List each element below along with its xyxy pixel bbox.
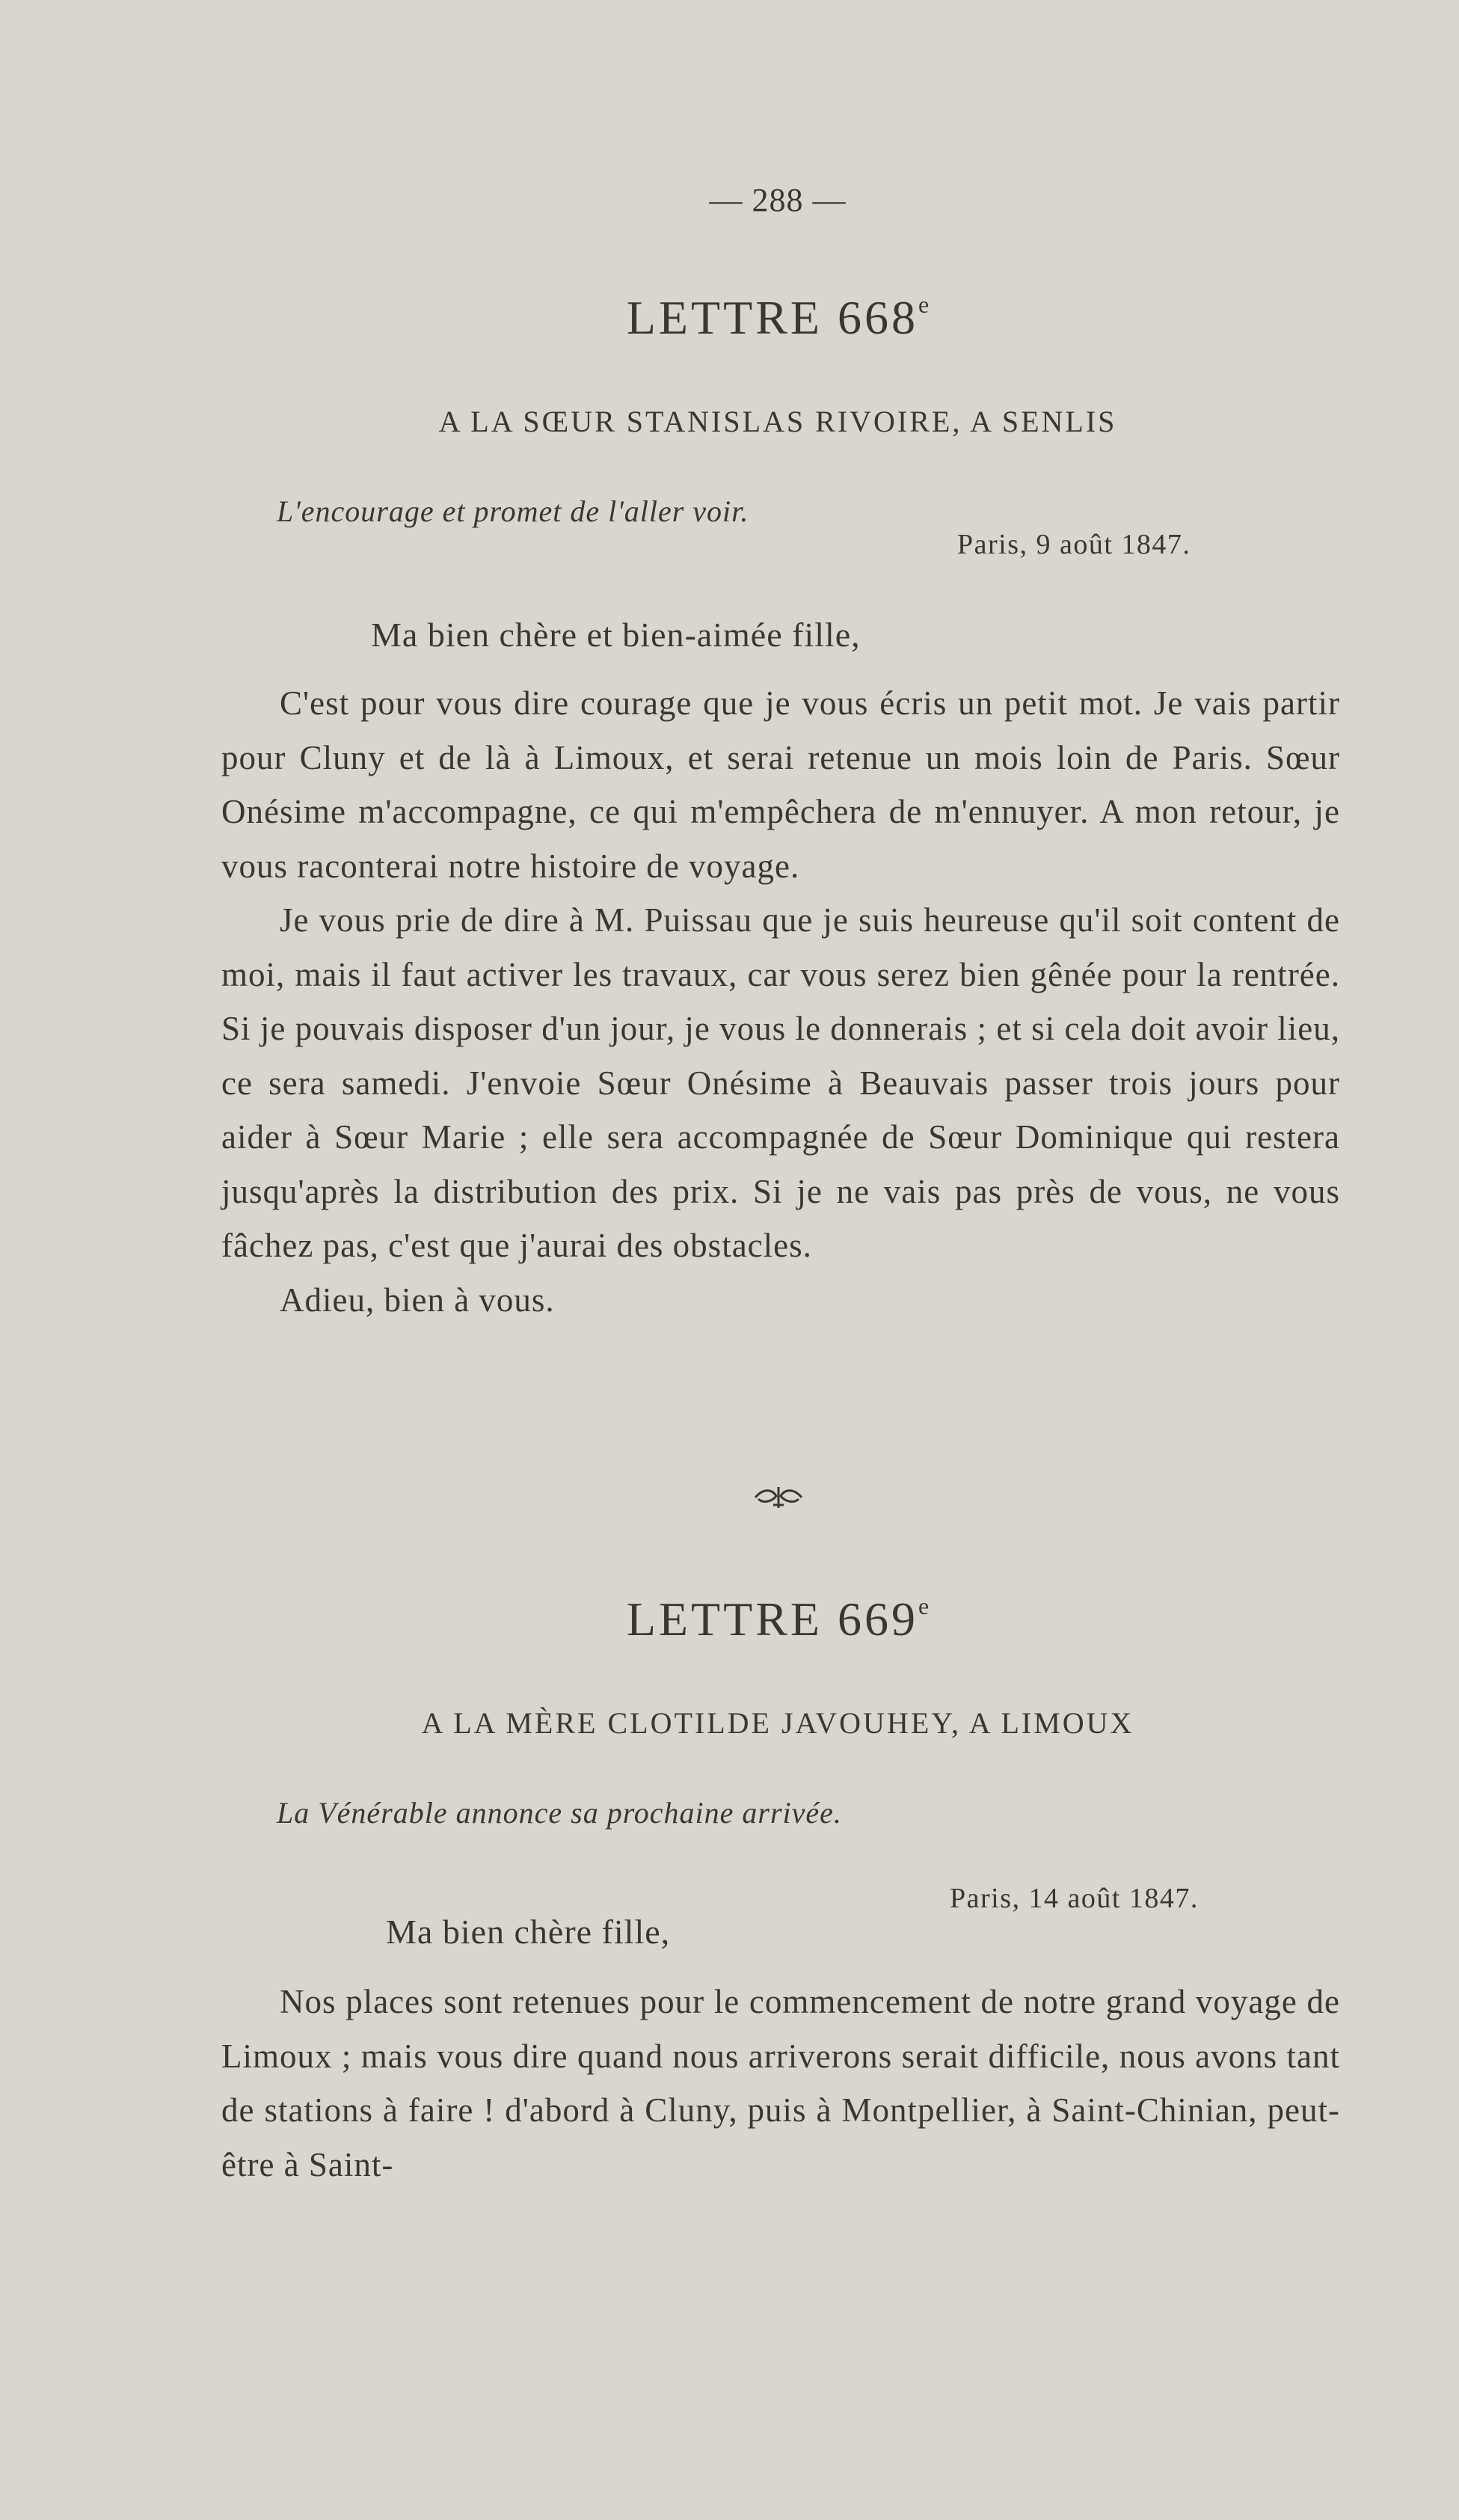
letter-title-text: LETTRE 668 — [626, 291, 918, 344]
letter-title-text: LETTRE 669 — [626, 1592, 918, 1646]
letter-dateline-669: Paris, 14 août 1847. — [950, 1883, 1199, 1914]
letter-summary-669: La Vénérable annonce sa prochaine arrivée. — [277, 1796, 842, 1830]
paragraph: Adieu, bien à vous. — [280, 1281, 555, 1319]
letter-title-668 — [0, 290, 1459, 346]
letter-body-669 — [221, 1975, 1340, 2192]
letter-summary-668: L'encourage et promet de l'aller voir. — [277, 494, 749, 528]
letter-body-668 — [221, 676, 1340, 1327]
paragraph: Je vous prie de dire à M. Puissau que je suis heureuse qu'il soit content de moi, mais il faut activer les travaux, car vous serez bien gênée pour la rentrée. Si je pouvais disposer d'un jour, je vous le donnerais ; et si cela doit avoir lieu, ce sera samedi. J'envoie Sœur Onésime à Beauvais passer trois jours pour aider à Sœur Marie ; elle sera accompagnée de Sœur Dominique qui restera jusqu'après la distribution des prix. Si je ne vais pas près de vous, ne vous fâchez pas, c'est que j'aurai des obstacles. — [221, 901, 1340, 1264]
letter-recipient-668: A LA SŒUR STANISLAS RIVOIRE, A SENLIS — [438, 405, 1117, 438]
letter-title-669 — [0, 1592, 1459, 1647]
paragraph: C'est pour vous dire courage que je vous écris un petit mot. Je vais partir pour Cluny et de là à Limoux, et serai retenue un mois loin de Paris. Sœur Onésime m'accompagne, ce qui m'empêchera de m'ennuyer. A mon retour, je vous raconterai notre histoire de voyage. — [221, 684, 1340, 885]
letter-dateline-668: Paris, 9 août 1847. — [957, 529, 1191, 560]
letter-recipient-669: A LA MÈRE CLOTILDE JAVOUHEY, A LIMOUX — [421, 1706, 1134, 1740]
letter-salutation-668: Ma bien chère et bien-aimée fille, — [371, 616, 861, 654]
page-number: — 288 — — [709, 182, 847, 218]
paragraph: Nos places sont retenues pour le commencement de notre grand voyage de Limoux ; mais vous dire quand nous arriverons serait difficile, nous avons tant de stations à faire ! d'abord à Cluny, puis à Montpellier, à Saint-Chinian, peut-être à Saint- — [221, 1983, 1340, 2183]
fleuron-icon — [752, 1483, 805, 1512]
letter-title-superscript: e — [918, 1592, 930, 1619]
letter-title-superscript: e — [918, 291, 930, 318]
letter-salutation-669: Ma bien chère fille, — [386, 1913, 671, 1951]
